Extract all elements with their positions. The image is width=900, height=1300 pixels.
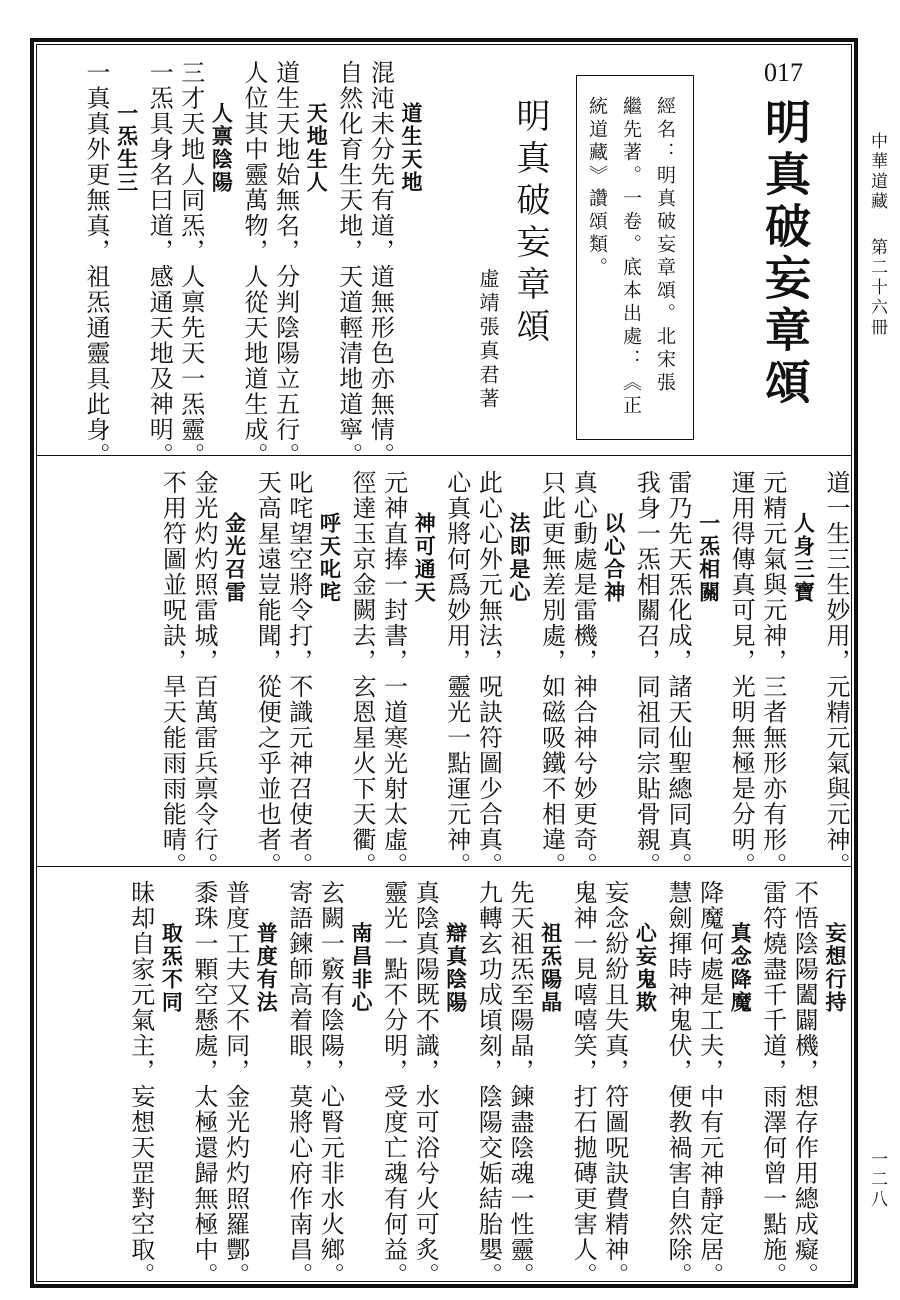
poem-line: 先天祖炁至陽晶，鍊盡陰魂一性靈。 <box>506 880 534 1288</box>
poem-line: 昧却自家元氣主，妄想天罡對空取。 <box>126 880 155 1288</box>
poem-line: 運用得傳真可見，光明無極是分明。 <box>727 470 756 878</box>
poem-line: 一真真外更無真，祖炁通靈具此身。 <box>82 60 110 468</box>
poem-heading: 人身三寶 <box>791 512 817 604</box>
poem-heading: 道生天地 <box>399 102 424 194</box>
poem-line: 不悟陰陽闔闢機，想存作用總成癡。 <box>790 880 819 1288</box>
poem-heading: 妄想行持 <box>823 922 848 1014</box>
poem-line: 徑達玉京金闕去，玄恩星火下天衢。 <box>348 470 376 878</box>
poem-heading: 普度有法 <box>254 922 280 1014</box>
poem-line: 一炁具身名曰道，感通天地及神明。 <box>145 60 174 468</box>
poem-line: 玄闕一竅有陰陽，心腎元非水火鄉。 <box>316 880 345 1288</box>
poem-heading: 辯真陰陽 <box>443 922 469 1014</box>
poem-line: 道一生三生妙用，元精元氣與元神。 <box>822 470 850 878</box>
poem-heading: 南昌非心 <box>349 922 374 1014</box>
poem-heading: 一炁生三 <box>114 102 140 194</box>
poem-line: 鬼神一見嘻嘻笑，打石拋磚更害人。 <box>569 880 598 1288</box>
poem-line: 元精元氣與元神，三者無形亦有形。 <box>758 470 787 878</box>
poem-heading: 心妄鬼欺 <box>633 922 659 1014</box>
poem-line: 雷符燒盡千千道，雨澤何曾一點施。 <box>758 880 787 1288</box>
work-title: 明真破妄章頌 <box>510 98 550 350</box>
poem-line: 金光灼灼照雷城，百萬雷兵禀令行。 <box>190 470 218 878</box>
poem-line: 慧劍揮時神鬼伏，便教禍害自然除。 <box>664 880 692 1288</box>
poem-heading: 呼天叱咤 <box>317 512 343 604</box>
poem-line: 自然化育生天地，天道輕清地道寧。 <box>334 60 363 468</box>
poem-line: 寄語鍊師高着眼，莫將心府作南昌。 <box>284 880 313 1288</box>
note-line: 經名：明真破妄章頌。北宋張 <box>654 96 676 395</box>
poem-line: 真心動處是雷機，神合神兮妙更奇。 <box>569 470 598 878</box>
poem-heading: 以心合神 <box>601 512 627 604</box>
poem-line: 妄念紛紛且失真，符圖呪訣費精神。 <box>600 880 629 1288</box>
poem-line: 九轉玄功成頃刻，陰陽交姤結胎嬰。 <box>474 880 503 1288</box>
poem-line: 雷乃先天炁化成，諸天仙聖總同真。 <box>664 470 692 878</box>
note-line: 統道藏》讚頌類。 <box>586 96 608 280</box>
poem-line: 元神直捧一封書，一道寒光射太虛。 <box>379 470 408 878</box>
poem-heading: 祖炁陽晶 <box>538 922 564 1014</box>
poem-heading: 真念降魔 <box>728 922 754 1014</box>
poem-line: 我身一炁相關召，同祖同宗貼骨親。 <box>632 470 661 878</box>
poem-heading: 取炁不同 <box>159 922 185 1014</box>
poem-heading: 神可通天 <box>412 512 438 604</box>
series-title: 中華道藏 <box>867 132 887 212</box>
note-line: 繼先著。一卷。底本出處：《正 <box>620 96 642 418</box>
poem-heading: 一炁相關 <box>696 512 722 604</box>
poem-line: 心真將何爲妙用，靈光一點運元神。 <box>442 470 471 878</box>
author: 虛靖張真君著 <box>476 268 500 412</box>
entry-number: 017 <box>764 58 803 87</box>
poem-line: 此心心外元無法，呪訣符圖少合真。 <box>474 470 503 878</box>
poem-line: 叱咤望空將令打，不識元神召使者。 <box>284 470 313 878</box>
poem-line: 天高星遠豈能聞，從便之乎並也者。 <box>253 470 282 878</box>
poem-line: 人位其中靈萬物，人從天地道生成。 <box>240 60 268 468</box>
entry-title: 明真破妄章頌 <box>758 98 812 410</box>
poem-line: 黍珠一顆空懸處，太極還歸無極中。 <box>190 880 218 1288</box>
poem-line: 不用符圖並呪訣，旱天能雨雨能晴。 <box>158 470 187 878</box>
poem-line: 靈光一點不分明，受度亡魂有何益。 <box>379 880 408 1288</box>
poem-line: 普度工夫又不同，金光灼灼照羅酆。 <box>221 880 250 1288</box>
poem-heading: 人禀陰陽 <box>209 102 235 194</box>
poem-line: 只此更無差別處，如磁吸鐵不相違。 <box>537 470 566 878</box>
poem-heading: 法即是心 <box>507 512 532 604</box>
poem-line: 降魔何處是工夫，中有元神靜定居。 <box>695 880 724 1288</box>
poem-heading: 金光召雷 <box>222 512 248 604</box>
poem-line: 三才天地人同炁，人禀先天一炁靈。 <box>176 60 205 468</box>
poem-line: 道生天地始無名，分判陰陽立五行。 <box>271 60 300 468</box>
note-box <box>576 75 694 440</box>
volume-label: 第二十六冊 <box>867 238 887 338</box>
poem-line: 混沌未分先有道，道無形色亦無情。 <box>366 60 395 468</box>
page-number: 一二八 <box>867 1150 887 1210</box>
poem-heading: 天地生人 <box>304 102 330 194</box>
poem-line: 真陰真陽既不識，水可浴兮火可炙。 <box>411 880 440 1288</box>
